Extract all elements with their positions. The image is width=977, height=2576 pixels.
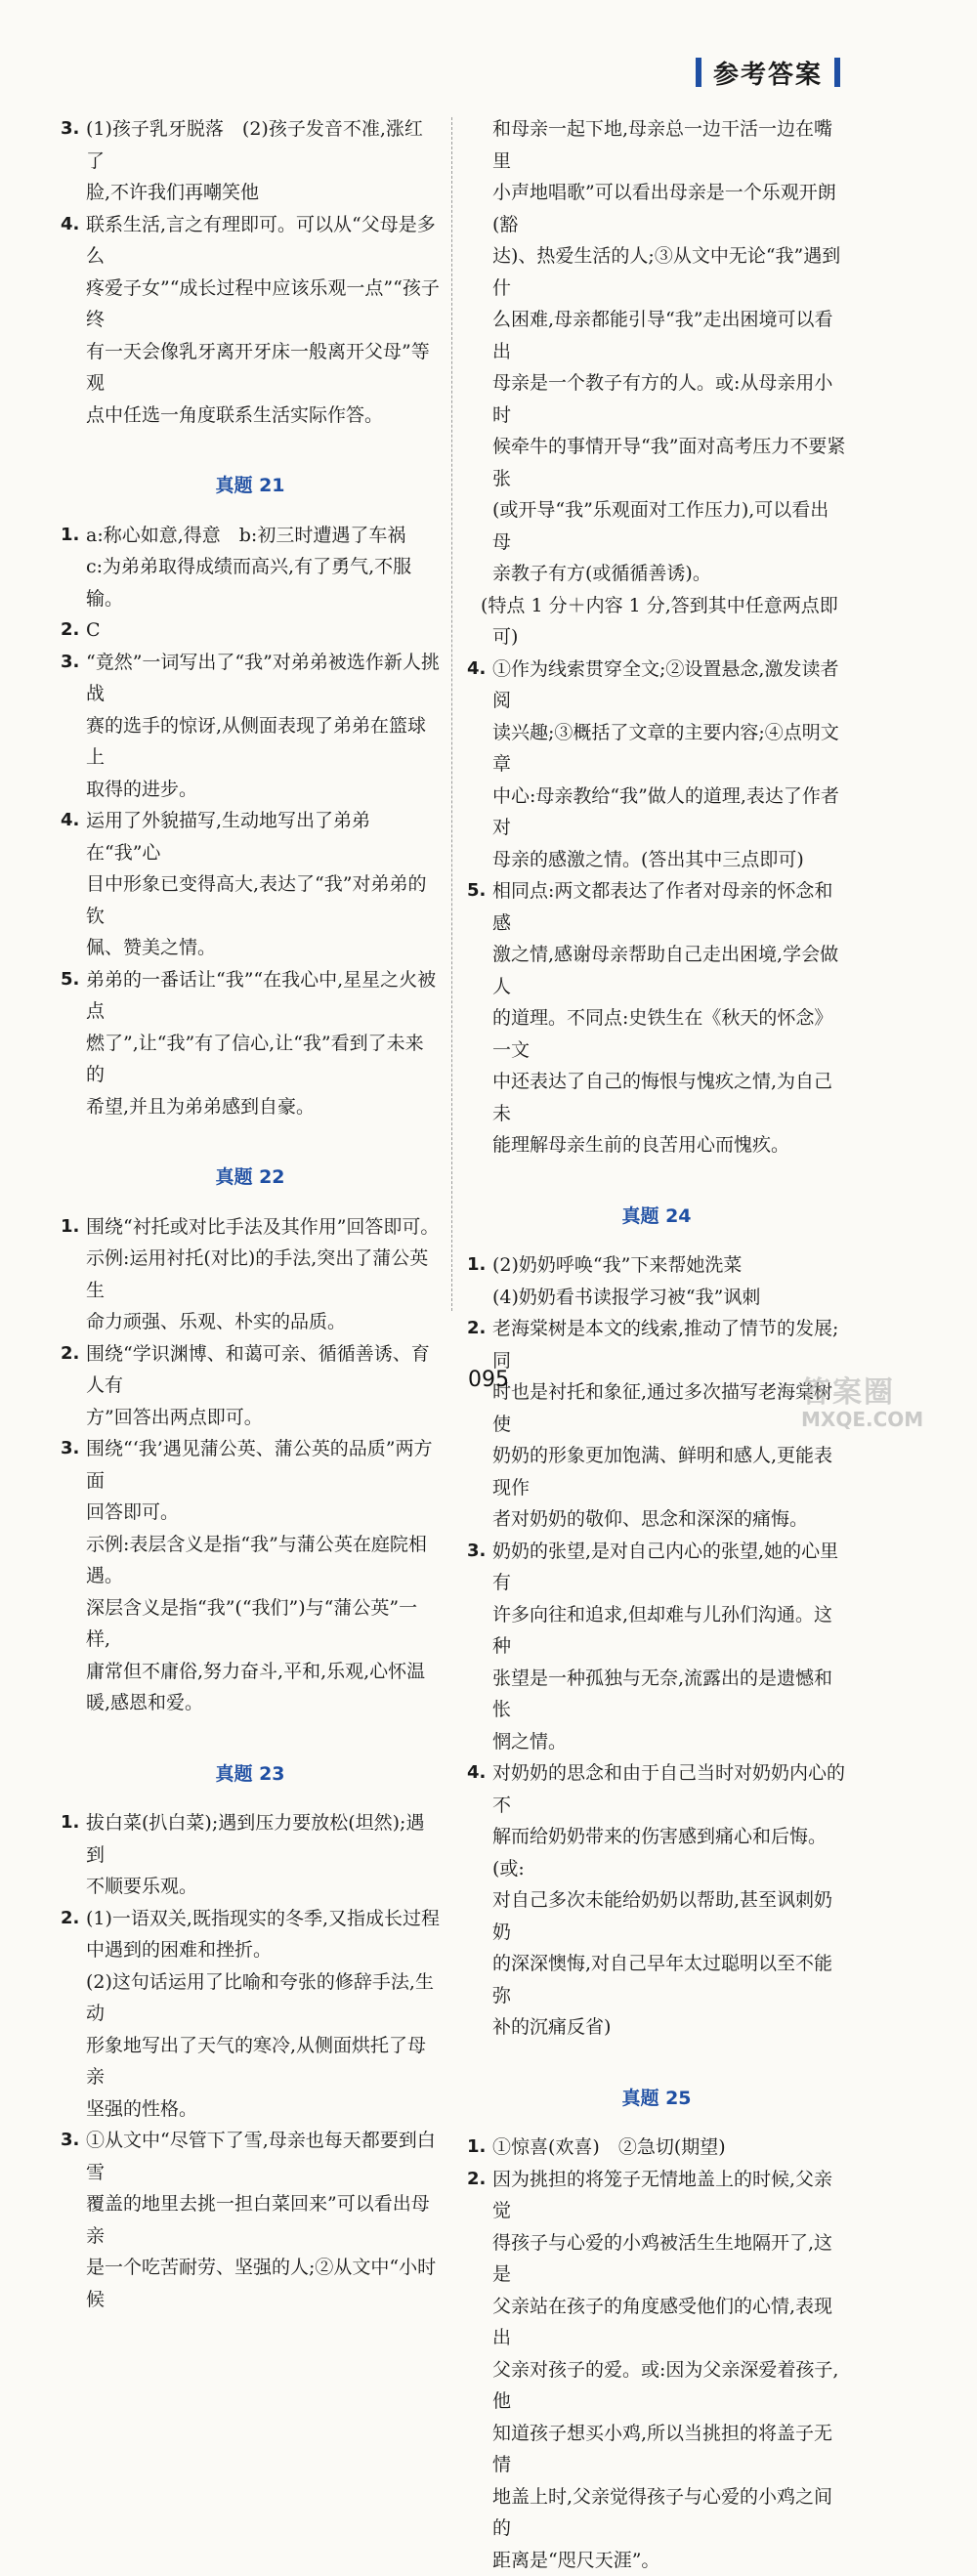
answer-item xyxy=(61,805,440,964)
left-column xyxy=(61,113,440,2315)
text-line: ①作为线索贯穿全文;②设置悬念,激发读者阅 xyxy=(492,654,846,717)
text-line: 覆盖的地里去挑一担白菜回来”可以看出母亲 xyxy=(86,2188,440,2252)
text-line: 不顺要乐观。 xyxy=(86,1871,440,1903)
text-line: c:为弟弟取得成绩而高兴,有了勇气,不服输。 xyxy=(86,551,440,614)
text-line: 父亲对孩子的爱。或:因为父亲深爱着孩子,他 xyxy=(492,2354,846,2418)
header-title: 参考答案 xyxy=(713,55,823,91)
item-number: 4. xyxy=(467,1757,486,1790)
watermark-url: MXQE.COM xyxy=(801,1409,967,1430)
text-line: 围绕“学识渊博、和蔼可亲、循循善诱、育人有 xyxy=(86,1338,440,1402)
item-number: 4. xyxy=(61,209,79,241)
text-line: 运用了外貌描写,生动地写出了弟弟在“我”心 xyxy=(86,805,440,868)
text-line: 的道理。不同点:史铁生在《秋天的怀念》一文 xyxy=(492,1002,846,1066)
section-title: 真题 22 xyxy=(61,1161,440,1194)
item-number: 5. xyxy=(61,964,79,996)
text-line: 奶奶的张望,是对自己内心的张望,她的心里有 xyxy=(492,1536,846,1599)
text-line: 深层含义是指“我”(“我们”)与“蒲公英”一样, xyxy=(86,1592,440,1656)
text-line: 么困难,母亲都能引导“我”走出困境可以看出 xyxy=(492,304,846,367)
item-number: 3. xyxy=(61,1433,79,1465)
text-line: 得孩子与心爱的小鸡被活生生地隔开了,这是 xyxy=(492,2227,846,2291)
text-line: 时也是衬托和象征,通过多次描写老海棠树使 xyxy=(492,1376,846,1440)
answer-item xyxy=(61,964,440,1123)
right-column xyxy=(467,113,846,2576)
answer-item xyxy=(467,654,846,876)
section-title: 真题 21 xyxy=(61,470,440,502)
text-line: (1)一语双关,既指现实的冬季,又指成长过程 xyxy=(86,1903,440,1935)
watermark-text: 答案圈 xyxy=(801,1377,967,1409)
answer-item xyxy=(61,113,440,209)
text-line: (4)奶奶看书读报学习被“我”讽刺 xyxy=(492,1282,846,1314)
text-line: 弟弟的一番话让“我”“在我心中,星星之火被点 xyxy=(86,964,440,1028)
text-line: 回答即可。 xyxy=(86,1497,440,1529)
text-line: 中遇到的困难和挫折。 xyxy=(86,1934,440,1966)
item-number: 2. xyxy=(61,1903,79,1935)
text-line: 示例:运用衬托(对比)的手法,突出了蒲公英生 xyxy=(86,1243,440,1306)
text-line: 达)、热爱生活的人;③从文中无论“我”遇到什 xyxy=(492,240,846,304)
item-number: 4. xyxy=(467,654,486,686)
text-line: 能理解母亲生前的良苦用心而愧疚。 xyxy=(492,1129,846,1161)
answer-item xyxy=(61,2125,440,2315)
text-line: 围绕“‘我’遇见蒲公英、蒲公英的品质”两方面 xyxy=(86,1433,440,1497)
item-number: 1. xyxy=(467,2132,486,2164)
text-line: 疼爱子女”“成长过程中应该乐观一点”“孩子终 xyxy=(86,273,440,336)
answer-item xyxy=(467,1757,846,2044)
text-line: 补的沉痛反省) xyxy=(492,2011,846,2044)
answer-item xyxy=(61,1433,440,1719)
item-number: 1. xyxy=(61,1211,79,1244)
text-line: 亲教子有方(或循循善诱)。 xyxy=(492,558,846,590)
text-line: 围绕“衬托或对比手法及其作用”回答即可。 xyxy=(86,1211,440,1244)
item-number: 1. xyxy=(61,520,79,552)
text-line: 和母亲一起下地,母亲总一边干活一边在嘴里 xyxy=(492,113,846,177)
text-line: “竟然”一词写出了“我”对弟弟被选作新人挑战 xyxy=(86,647,440,710)
text-line: (2)这句话运用了比喻和夸张的修辞手法,生动 xyxy=(86,1966,440,2030)
answer-item xyxy=(61,209,440,432)
text-line: 可) xyxy=(481,621,846,654)
text-line: 解而给奶奶带来的伤害感到痛心和后悔。(或: xyxy=(492,1821,846,1884)
text-line: 示例:表层含义是指“我”与蒲公英在庭院相遇。 xyxy=(86,1529,440,1592)
text-line: 惘之情。 xyxy=(492,1726,846,1758)
text-line: 命力顽强、乐观、朴实的品质。 xyxy=(86,1306,440,1338)
answer-item xyxy=(61,520,440,615)
section-title: 真题 24 xyxy=(467,1201,846,1233)
text-line: 因为挑担的将笼子无情地盖上的时候,父亲觉 xyxy=(492,2164,846,2227)
text-line: ①惊喜(欢喜) ②急切(期望) xyxy=(492,2132,846,2164)
watermark-logo xyxy=(801,1377,967,1434)
text-line: (2)奶奶呼唤“我”下来帮她洗菜 xyxy=(492,1249,846,1282)
answer-continuation xyxy=(467,113,846,590)
text-line: 坚强的性格。 xyxy=(86,2093,440,2126)
item-number: 3. xyxy=(61,2125,79,2157)
answer-item xyxy=(61,1807,440,1903)
answer-item xyxy=(61,1211,440,1338)
text-line: 对自己多次未能给奶奶以帮助,甚至讽刺奶奶 xyxy=(492,1884,846,1948)
text-line: 拔白菜(扒白菜);遇到压力要放松(坦然);遇到 xyxy=(86,1807,440,1871)
text-line: 母亲的感激之情。(答出其中三点即可) xyxy=(492,844,846,876)
text-line: ①从文中“尽管下了雪,母亲也每天都要到白雪 xyxy=(86,2125,440,2188)
text-line: 中还表达了自己的悔恨与愧疚之情,为自己未 xyxy=(492,1066,846,1129)
text-line: 暖,感恩和爱。 xyxy=(86,1687,440,1719)
text-line: 形象地写出了天气的寒冷,从侧面烘托了母亲 xyxy=(86,2030,440,2093)
text-line: 奶奶的形象更加饱满、鲜明和感人,更能表现作 xyxy=(492,1440,846,1503)
answer-item xyxy=(467,1249,846,1313)
text-line: 对奶奶的思念和由于自己当时对奶奶内心的不 xyxy=(492,1757,846,1821)
item-number: 3. xyxy=(61,113,79,146)
text-line: 联系生活,言之有理即可。可以从“父母是多么 xyxy=(86,209,440,273)
text-line: 方”回答出两点即可。 xyxy=(86,1402,440,1434)
text-line: 取得的进步。 xyxy=(86,774,440,806)
item-number: 3. xyxy=(467,1536,486,1568)
item-number: 1. xyxy=(467,1249,486,1282)
text-line: 知道孩子想买小鸡,所以当挑担的将盖子无情 xyxy=(492,2418,846,2481)
text-line: 者对奶奶的敬仰、思念和深深的痛悔。 xyxy=(492,1503,846,1536)
text-line: 是一个吃苦耐劳、坚强的人;②从文中“小时候 xyxy=(86,2252,440,2315)
answer-item xyxy=(467,1536,846,1758)
section-title: 真题 25 xyxy=(467,2083,846,2115)
text-line: C xyxy=(86,614,440,647)
text-line: 父亲站在孩子的角度感受他们的心情,表现出 xyxy=(492,2291,846,2354)
text-line: 距离是“咫尺天涯”。 xyxy=(492,2545,846,2576)
text-line: 候牵牛的事情开导“我”面对高考压力不要紧张 xyxy=(492,431,846,494)
text-line: 目中形象已变得高大,表达了“我”对弟弟的钦 xyxy=(86,868,440,932)
text-line: 希望,并且为弟弟感到自豪。 xyxy=(86,1091,440,1123)
text-line: 地盖上时,父亲觉得孩子与心爱的小鸡之间的 xyxy=(492,2481,846,2545)
header-bar-left xyxy=(696,58,701,87)
text-line: 老海棠树是本文的线索,推动了情节的发展;同 xyxy=(492,1313,846,1376)
column-divider xyxy=(451,117,452,1311)
text-line: (1)孩子乳牙脱落 (2)孩子发音不准,涨红了 xyxy=(86,113,440,177)
item-number: 2. xyxy=(61,1338,79,1371)
text-line: 赛的选手的惊讶,从侧面表现了弟弟在篮球上 xyxy=(86,710,440,774)
item-number: 2. xyxy=(467,1313,486,1345)
answer-item xyxy=(467,1313,846,1536)
answer-item xyxy=(467,2132,846,2164)
answer-item xyxy=(467,2164,846,2576)
text-line: a:称心如意,得意 b:初三时遭遇了车祸 xyxy=(86,520,440,552)
text-line: 有一天会像乳牙离开牙床一般离开父母”等观 xyxy=(86,336,440,400)
text-line: 母亲是一个教子有方的人。或:从母亲用小时 xyxy=(492,367,846,431)
item-number: 3. xyxy=(61,647,79,679)
item-number: 1. xyxy=(61,1807,79,1839)
answer-item xyxy=(61,614,440,647)
text-line: (特点 1 分＋内容 1 分,答到其中任意两点即 xyxy=(481,590,846,622)
text-line: 庸常但不庸俗,努力奋斗,平和,乐观,心怀温 xyxy=(86,1656,440,1688)
answer-item xyxy=(61,647,440,806)
text-line: 佩、赞美之情。 xyxy=(86,932,440,964)
item-number: 5. xyxy=(467,875,486,908)
text-line: 张望是一种孤独与无奈,流露出的是遗憾和怅 xyxy=(492,1663,846,1726)
answer-item xyxy=(61,1903,440,2126)
text-line: 许多向往和追求,但却难与儿孙们沟通。这种 xyxy=(492,1599,846,1663)
header-bar-right xyxy=(834,58,840,87)
item-number: 4. xyxy=(61,805,79,837)
text-line: 脸,不许我们再嘲笑他 xyxy=(86,177,440,209)
page-header xyxy=(696,53,840,92)
text-line: 激之情,感谢母亲帮助自己走出困境,学会做人 xyxy=(492,939,846,1002)
text-line: 相同点:两文都表达了作者对母亲的怀念和感 xyxy=(492,875,846,939)
page-number: 095 xyxy=(0,1368,977,1392)
item-number: 2. xyxy=(467,2164,486,2196)
text-line: 小声地唱歌”可以看出母亲是一个乐观开朗(豁 xyxy=(492,177,846,240)
text-line: 读兴趣;③概括了文章的主要内容;④点明文章 xyxy=(492,717,846,781)
scoring-note xyxy=(467,590,846,654)
answer-item xyxy=(467,875,846,1161)
text-line: (或开导“我”乐观面对工作压力),可以看出母 xyxy=(492,494,846,558)
section-title: 真题 23 xyxy=(61,1758,440,1791)
text-line: 燃了”,让“我”有了信心,让“我”看到了未来的 xyxy=(86,1028,440,1091)
text-line: 点中任选一角度联系生活实际作答。 xyxy=(86,400,440,432)
text-line: 的深深懊悔,对自己早年太过聪明以至不能弥 xyxy=(492,1948,846,2011)
text-line: 中心:母亲教给“我”做人的道理,表达了作者对 xyxy=(492,781,846,844)
item-number: 2. xyxy=(61,614,79,647)
